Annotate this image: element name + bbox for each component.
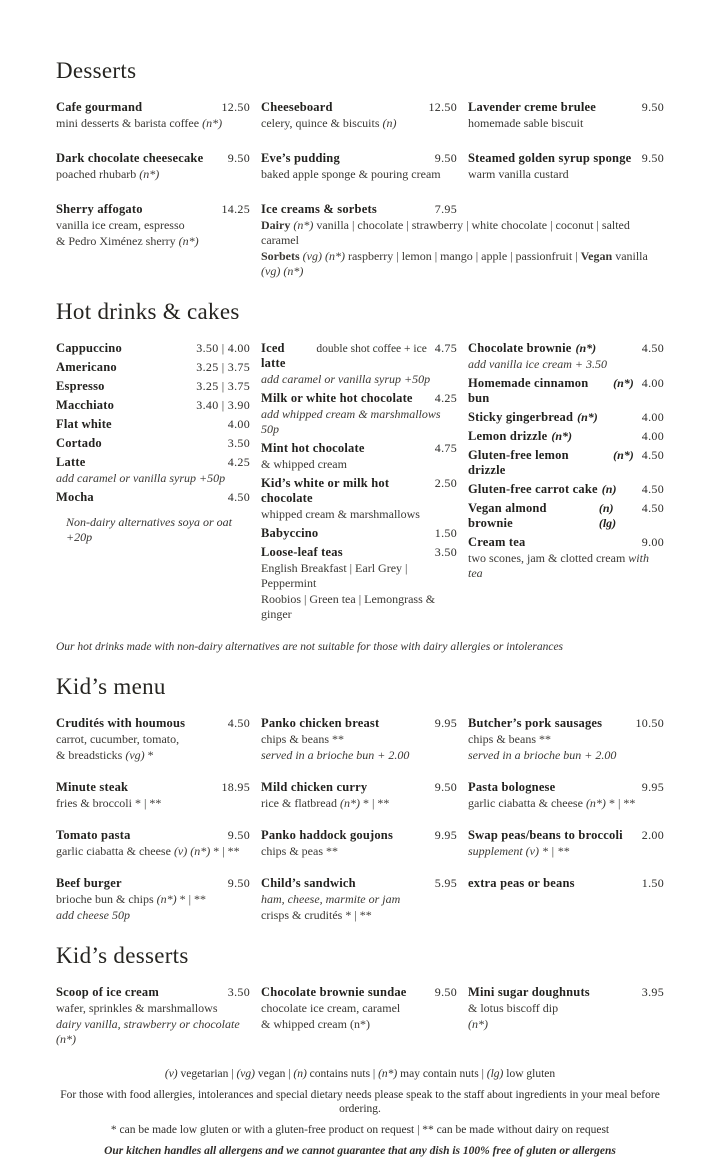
item-header — [468, 501, 664, 531]
text-span: (n*) — [139, 167, 160, 181]
footer-line: For those with food allergies, intolerances and special dietary needs please speak to the staff about ingredients in your meal before ordering. — [60, 1089, 660, 1115]
text-span: Dairy — [261, 218, 294, 232]
section-title-kids-menu: Kid’s menu — [56, 674, 166, 699]
item-milk-or-white-hot-chocolate — [261, 391, 457, 437]
item-description: served in a brioche bun + 2.00 — [468, 748, 617, 762]
text-span: two scones, jam & clotted cream — [468, 551, 629, 565]
item-iced-latte — [261, 341, 457, 387]
item-name: Ice creams & sorbets — [261, 202, 377, 216]
item-name: Latte — [56, 455, 86, 469]
item-name: Mocha — [56, 490, 94, 504]
item-babyccino — [261, 526, 457, 541]
item-description: & whipped cream (n*) — [261, 1017, 370, 1031]
text-span: (n*) — [293, 218, 314, 232]
item-description: English Breakfast | Earl Grey | Peppermint — [261, 561, 408, 590]
item-name: Vegan almond brownie — [468, 501, 547, 530]
item-description: ham, cheese, marmite or jam — [261, 892, 401, 906]
section-kids-desserts — [56, 943, 664, 1047]
item-price: 9.95 — [434, 828, 457, 842]
item-name: Cafe gourmand — [56, 100, 143, 114]
text-span: (n*) — [585, 796, 606, 810]
text-span: * | ** — [210, 844, 240, 858]
item-price: 9.50 — [434, 151, 457, 165]
item-allergen-tag: (n) — [601, 482, 617, 496]
item-name: Macchiato — [56, 398, 115, 412]
item-name: Sticky gingerbread — [468, 410, 574, 424]
item-name: Panko chicken breast — [261, 716, 380, 730]
item-name: Chocolate brownie — [468, 341, 572, 355]
item-price: 4.75 — [434, 441, 457, 455]
item-kid-s-white-or-milk-hot-chocolate — [261, 476, 457, 522]
item-header — [261, 341, 457, 371]
item-description — [56, 116, 250, 131]
item-cappuccino — [56, 341, 250, 356]
item-header — [261, 151, 457, 166]
item-price: 2.00 — [641, 828, 664, 842]
item-price: 3.95 — [641, 985, 664, 999]
text-span: contains nuts | — [306, 1068, 379, 1080]
item-panko-haddock-goujons — [261, 828, 457, 859]
item-price: 9.50 — [641, 100, 664, 114]
item-name: Scoop of ice cream — [56, 985, 159, 999]
item-header — [261, 780, 457, 795]
item-description: add whipped cream & marshmallows 50p — [261, 407, 441, 436]
item-name: Mini sugar doughnuts — [468, 985, 590, 999]
section-desserts — [56, 58, 664, 279]
item-price: 4.50 — [227, 716, 250, 730]
item-description — [468, 796, 664, 811]
menu-column — [261, 341, 457, 626]
text-span: mini desserts & barista coffee — [56, 116, 203, 130]
item-description: supplement (v) * | ** — [468, 844, 570, 858]
item-price: 4.50 — [641, 341, 664, 355]
item-price: 4.25 — [434, 391, 457, 405]
item-description — [56, 748, 250, 763]
item-name: Mint hot chocolate — [261, 441, 365, 455]
item-gluten-free-carrot-cake — [468, 482, 664, 497]
item-header — [261, 545, 457, 560]
footer-line — [56, 1067, 664, 1081]
item-beef-burger — [56, 876, 250, 923]
item-header — [56, 100, 250, 115]
item-header — [261, 876, 457, 891]
hot-drinks-dairy-note: Our hot drinks made with non-dairy alternatives are not suitable for those with dairy allergies or intolerances — [56, 641, 564, 653]
item-description: chips & peas ** — [261, 844, 338, 858]
text-span: garlic ciabatta & cheese — [56, 844, 174, 858]
menu-column — [468, 341, 664, 585]
item-ice-creams-sorbets — [261, 202, 664, 279]
text-span: rice & flatbread — [261, 796, 340, 810]
item-gluten-free-lemon-drizzle — [468, 448, 664, 478]
item-header — [56, 985, 250, 1000]
item-header — [468, 376, 664, 406]
item-header — [261, 476, 457, 506]
item-lavender-creme-brulee — [468, 100, 664, 131]
item-price: 9.50 — [434, 985, 457, 999]
item-header — [56, 455, 250, 470]
item-name: Minute steak — [56, 780, 129, 794]
item-allergen-tag: (n*) — [577, 410, 598, 424]
item-name: Chocolate brownie sundae — [261, 985, 407, 999]
footer-line: Our kitchen handles all allergens and we cannot guarantee that any dish is 100% free of gluten or allergens — [104, 1145, 616, 1157]
item-price: 4.50 — [641, 448, 664, 462]
item-description: whipped cream & marshmallows — [261, 507, 420, 521]
item-loose-leaf-teas — [261, 545, 457, 622]
item-header — [56, 379, 250, 394]
item-name: Loose-leaf teas — [261, 545, 343, 559]
item-americano — [56, 360, 250, 375]
item-price: 4.25 — [227, 455, 250, 469]
item-header — [261, 202, 457, 217]
text-span: vanilla | chocolate | strawberry | white chocolate | coconut | salted caramel — [261, 218, 630, 247]
item-price: 4.00 — [641, 410, 664, 424]
item-steamed-golden-syrup-sponge — [468, 151, 664, 182]
item-price: 3.50 — [434, 545, 457, 559]
item-header — [56, 398, 250, 413]
item-name: Espresso — [56, 379, 105, 393]
item-description — [261, 218, 664, 248]
item-description: baked apple sponge & pouring cream — [261, 167, 441, 181]
item-header — [56, 436, 250, 451]
text-span: (n*) — [378, 1068, 398, 1080]
text-span: raspberry | lemon | mango | apple | passionfruit | — [344, 249, 581, 263]
item-macchiato — [56, 398, 250, 413]
text-span: brioche bun & chips — [56, 892, 157, 906]
item-mocha — [56, 490, 250, 505]
item-name: Mild chicken curry — [261, 780, 368, 794]
item-price: 3.50 | 4.00 — [196, 341, 250, 355]
item-name: Panko haddock goujons — [261, 828, 394, 842]
item-description: Roobios | Green tea | Lemongrass & ginger — [261, 592, 436, 621]
item-price: 4.50 — [641, 501, 664, 515]
text-span: (n*) — [339, 796, 360, 810]
item-price: 18.95 — [221, 780, 250, 794]
text-span: (n) — [293, 1068, 307, 1080]
item-description: crisps & crudités * | ** — [261, 908, 372, 922]
text-span: vanilla — [612, 249, 648, 263]
item-mint-hot-chocolate — [261, 441, 457, 472]
item-lemon-drizzle — [468, 429, 664, 444]
item-header — [261, 828, 457, 843]
item-header — [261, 391, 457, 406]
kids-menu-grid — [56, 716, 664, 923]
text-span: garlic ciabatta & cheese — [468, 796, 586, 810]
item-cafe-gourmand — [56, 100, 250, 131]
item-allergen-tag: (n*) — [551, 429, 572, 443]
item-header — [468, 410, 664, 425]
item-allergen-tag: (n*) — [575, 341, 597, 355]
item-name: Gluten-free lemon drizzle — [468, 448, 569, 477]
item-price: 7.95 — [434, 202, 457, 216]
item-butcher-s-pork-sausages — [468, 716, 664, 763]
item-dark-chocolate-cheesecake — [56, 151, 250, 182]
item-price: 9.95 — [641, 780, 664, 794]
item-price: 3.40 | 3.90 — [196, 398, 250, 412]
text-span: (vg) — [125, 748, 145, 762]
item-crudites-with-houmous — [56, 716, 250, 763]
text-span: (n*) — [156, 892, 177, 906]
item-price: 3.25 | 3.75 — [196, 379, 250, 393]
item-description: add vanilla ice cream + 3.50 — [468, 357, 607, 371]
item-description: & whipped cream — [261, 457, 347, 471]
item-description: add caramel or vanilla syrup +50p — [56, 471, 226, 485]
item-description: warm vanilla custard — [468, 167, 569, 181]
item-sherry-affogato — [56, 202, 250, 249]
item-name: Lavender creme brulee — [468, 100, 597, 114]
item-mild-chicken-curry — [261, 780, 457, 811]
item-pasta-bolognese — [468, 780, 664, 811]
item-name: Swap peas/beans to broccoli — [468, 828, 623, 842]
item-description: chocolate ice cream, caramel — [261, 1001, 401, 1015]
item-name: Dark chocolate cheesecake — [56, 151, 204, 165]
item-price: 10.50 — [635, 716, 664, 730]
item-description — [56, 234, 250, 249]
item-header — [468, 151, 664, 166]
item-header — [56, 780, 250, 795]
item-header — [468, 100, 664, 115]
item-panko-chicken-breast — [261, 716, 457, 763]
text-span: (n*) — [178, 234, 199, 248]
item-header — [468, 828, 664, 843]
section-title-desserts: Desserts — [56, 58, 137, 83]
item-price: 9.50 — [227, 876, 250, 890]
item-price: 4.00 — [641, 376, 664, 390]
footer-line: * can be made low gluten or with a gluten-free product on request | ** can be made without dairy on request — [110, 1124, 610, 1136]
item-description — [261, 116, 457, 131]
item-subtitle: double shot coffee + ice — [316, 343, 427, 355]
item-description — [468, 551, 664, 581]
item-cheeseboard — [261, 100, 457, 131]
item-swap-peas-beans-to-broccoli — [468, 828, 664, 859]
item-description: served in a brioche bun + 2.00 — [261, 748, 410, 762]
item-description: fries & broccoli * | ** — [56, 796, 162, 810]
item-header — [468, 341, 664, 356]
item-header — [56, 417, 250, 432]
item-name: Steamed golden syrup sponge — [468, 151, 632, 165]
item-header — [261, 526, 457, 541]
text-span: * | ** — [359, 796, 390, 810]
section-title-hot-drinks: Hot drinks & cakes — [56, 299, 240, 324]
item-name: Americano — [56, 360, 117, 374]
item-description: (n*) — [468, 1017, 488, 1031]
item-header — [261, 441, 457, 456]
item-price: 9.50 — [641, 151, 664, 165]
hot-drinks-grid — [56, 341, 664, 626]
item-header — [261, 100, 457, 115]
item-header — [56, 876, 250, 891]
item-espresso — [56, 379, 250, 394]
text-span: celery, quince & biscuits — [261, 116, 383, 130]
desserts-grid — [56, 100, 664, 279]
item-name: extra peas or beans — [468, 876, 575, 890]
item-description — [261, 249, 664, 279]
text-span: Sorbets — [261, 249, 303, 263]
item-price: 9.00 — [641, 535, 664, 549]
item-description — [56, 844, 250, 859]
item-description — [56, 892, 250, 907]
item-description: chips & beans ** — [261, 732, 344, 746]
item-description: dairy vanilla, strawberry or chocolate (n*) — [56, 1017, 240, 1046]
item-description: homemade sable biscuit — [468, 116, 584, 130]
section-title-kids-desserts: Kid’s desserts — [56, 943, 189, 968]
item-price: 1.50 — [641, 876, 664, 890]
item-header — [468, 716, 664, 731]
item-header — [56, 151, 250, 166]
item-name: Eve’s pudding — [261, 151, 340, 165]
text-span: Vegan — [580, 249, 613, 263]
text-span: vegan | — [254, 1068, 294, 1080]
item-description: add caramel or vanilla syrup +50p — [261, 372, 431, 386]
item-name: Kid’s white or milk hot chocolate — [261, 476, 390, 505]
item-price: 2.50 — [434, 476, 457, 490]
item-name: Milk or white hot chocolate — [261, 391, 413, 405]
item-name: Gluten-free carrot cake — [468, 482, 598, 496]
item-name: Cortado — [56, 436, 102, 450]
item-price: 4.00 — [641, 429, 664, 443]
item-header — [261, 716, 457, 731]
item-price: 4.00 — [227, 417, 250, 431]
item-name: Iced latte — [261, 341, 286, 370]
text-span: (n*) — [202, 116, 223, 130]
text-span: (n) — [382, 116, 397, 130]
text-span: (v) — [164, 1068, 178, 1080]
item-allergen-tag: (n*) — [613, 376, 634, 390]
item-extra-peas-or-beans — [468, 876, 664, 891]
item-price: 3.50 — [227, 985, 250, 999]
item-name: Pasta bolognese — [468, 780, 556, 794]
item-name: Beef burger — [56, 876, 122, 890]
item-mini-sugar-doughnuts — [468, 985, 664, 1032]
item-description: & lotus biscoff dip — [468, 1001, 559, 1015]
text-span: (vg) (n*) — [261, 264, 304, 278]
text-span: (v) (n*) — [173, 844, 211, 858]
item-latte — [56, 455, 250, 486]
item-allergen-tag: (n) (lg) — [598, 501, 617, 530]
text-span: & Pedro Ximénez sherry — [56, 234, 179, 248]
item-name: Babyccino — [261, 526, 319, 540]
item-description — [261, 796, 457, 811]
item-child-s-sandwich — [261, 876, 457, 923]
allergen-footer — [56, 1067, 664, 1158]
menu-column — [56, 341, 250, 545]
item-header — [468, 482, 664, 497]
item-eve-s-pudding — [261, 151, 457, 182]
item-homemade-cinnamon-bun — [468, 376, 664, 406]
text-span: (vg) — [236, 1068, 255, 1080]
non-dairy-alternatives-note: Non-dairy alternatives soya or oat +20p — [66, 515, 232, 544]
text-span: may contain nuts | — [397, 1068, 487, 1080]
item-name: Cappuccino — [56, 341, 122, 355]
text-span: poached rhubarb — [56, 167, 140, 181]
item-header — [468, 876, 664, 891]
item-flat-white — [56, 417, 250, 432]
item-chocolate-brownie-sundae — [261, 985, 457, 1032]
item-name: Cream tea — [468, 535, 526, 549]
text-span: (vg) (n*) — [302, 249, 345, 263]
item-name: Child’s sandwich — [261, 876, 356, 890]
item-header — [56, 490, 250, 505]
item-header — [56, 202, 250, 217]
item-description: wafer, sprinkles & marshmallows — [56, 1001, 218, 1015]
item-description: chips & beans ** — [468, 732, 551, 746]
text-span: (lg) — [486, 1068, 504, 1080]
item-price: 12.50 — [428, 100, 457, 114]
item-price: 9.95 — [434, 716, 457, 730]
item-price: 4.75 — [434, 341, 457, 355]
item-price: 1.50 — [434, 526, 457, 540]
item-name: Crudités with houmous — [56, 716, 186, 730]
item-header — [56, 716, 250, 731]
item-header — [468, 780, 664, 795]
item-name: Cheeseboard — [261, 100, 333, 114]
item-minute-steak — [56, 780, 250, 811]
item-price: 12.50 — [221, 100, 250, 114]
item-vegan-almond-brownie — [468, 501, 664, 531]
item-price: 3.50 — [227, 436, 250, 450]
item-tomato-pasta — [56, 828, 250, 859]
item-header — [468, 985, 664, 1000]
item-header — [56, 360, 250, 375]
item-cream-tea — [468, 535, 664, 581]
text-span: with tea — [468, 551, 649, 580]
item-sticky-gingerbread — [468, 410, 664, 425]
item-price: 4.50 — [227, 490, 250, 504]
item-description: vanilla ice cream, espresso — [56, 218, 185, 232]
item-cortado — [56, 436, 250, 451]
item-name: Sherry affogato — [56, 202, 143, 216]
item-header — [261, 985, 457, 1000]
item-header — [468, 448, 664, 478]
item-price: 9.50 — [227, 828, 250, 842]
text-span: low gluten — [503, 1068, 556, 1080]
item-description — [56, 167, 250, 182]
item-price: 4.50 — [641, 482, 664, 496]
text-span: * — [144, 748, 154, 762]
text-span: & breadsticks — [56, 748, 126, 762]
item-header — [56, 341, 250, 356]
section-kids-menu — [56, 674, 664, 923]
text-span: * | ** — [176, 892, 207, 906]
text-span: * | ** — [605, 796, 636, 810]
section-hot-drinks — [56, 299, 664, 654]
item-description: carrot, cucumber, tomato, — [56, 732, 180, 746]
item-name: Butcher’s pork sausages — [468, 716, 603, 730]
item-name: Flat white — [56, 417, 112, 431]
item-price: 3.25 | 3.75 — [196, 360, 250, 374]
item-name: Homemade cinnamon bun — [468, 376, 589, 405]
item-price: 5.95 — [434, 876, 457, 890]
item-allergen-tag: (n*) — [613, 448, 634, 462]
item-price: 14.25 — [221, 202, 250, 216]
item-header — [468, 535, 664, 550]
item-header — [468, 429, 664, 444]
item-price: 9.50 — [434, 780, 457, 794]
text-span: vegetarian | — [177, 1068, 237, 1080]
item-scoop-of-ice-cream — [56, 985, 250, 1047]
item-name: Tomato pasta — [56, 828, 131, 842]
item-name: Lemon drizzle — [468, 429, 548, 443]
kids-desserts-grid — [56, 985, 664, 1047]
item-description: add cheese 50p — [56, 908, 130, 922]
item-chocolate-brownie — [468, 341, 664, 372]
item-header — [56, 828, 250, 843]
item-price: 9.50 — [227, 151, 250, 165]
